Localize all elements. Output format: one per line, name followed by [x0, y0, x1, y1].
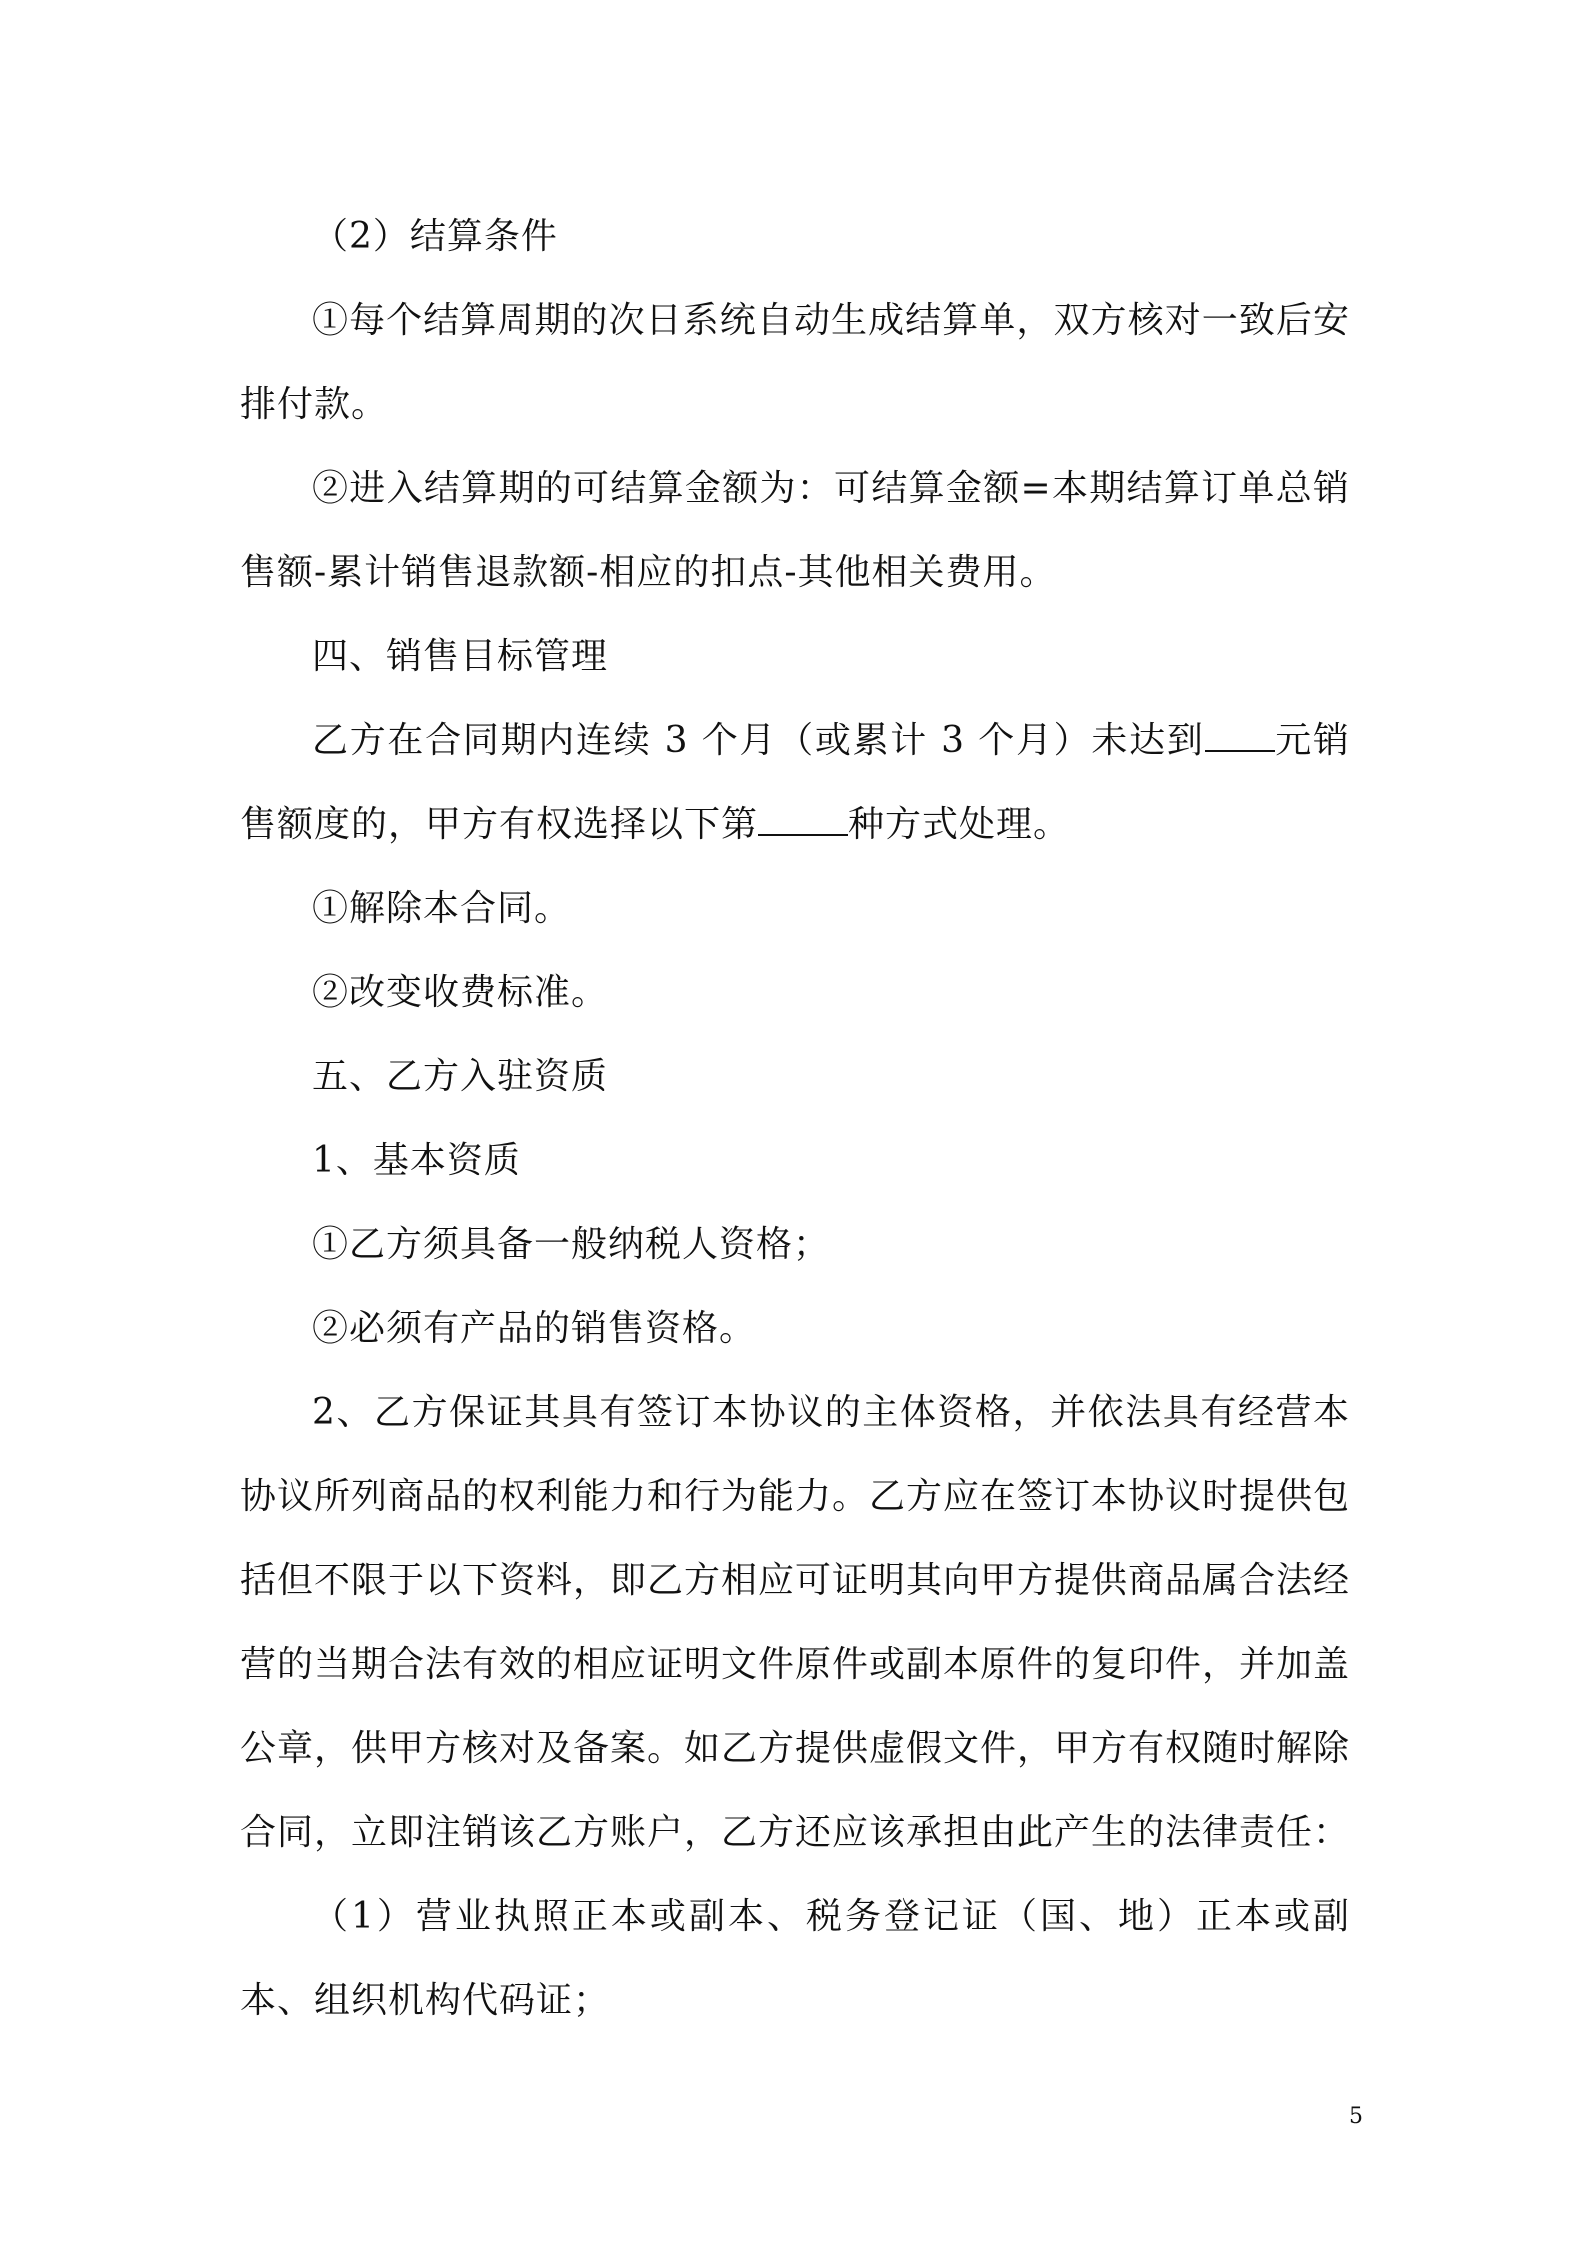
sales-target-text-2: 元销售额度的，甲方有权选择以下第 — [240, 720, 1350, 845]
list-item-taxpayer: ①乙方须具备一般纳税人资格； — [312, 1224, 831, 1265]
list-item-sales-qualification: ②必须有产品的销售资格。 — [312, 1308, 757, 1349]
subheading-basic-qualifications: 1、基本资质 — [312, 1140, 521, 1181]
paragraph-sales-target — [240, 699, 1350, 867]
list-item-terminate-contract: ①解除本合同。 — [312, 888, 572, 929]
blank-option-line — [758, 796, 848, 836]
blank-amount-line — [1205, 712, 1275, 752]
page-number: 5 — [1349, 2104, 1363, 2129]
sales-target-text-3: 种方式处理。 — [848, 804, 1071, 845]
list-item-business-license: （1）营业执照正本或副本、税务登记证（国、地）正本或副本、组织机构代码证； — [240, 1896, 1350, 2021]
paragraph-settlement-amount: ②进入结算期的可结算金额为：可结算金额=本期结算订单总销售额-累计销售退款额-相应的扣点-其他相关费用。 — [240, 468, 1350, 593]
paragraph-subject-qualification: 2、乙方保证其具有签订本协议的主体资格，并依法具有经营本协议所列商品的权利能力和行为能力。乙方应在签订本协议时提供包括但不限于以下资料，即乙方相应可证明其向甲方提供商品属合法经营的当期合法有效的相应证明文件原件或副本原件的复印件，并加盖公章，供甲方核对及备案。如乙方提供虚假文件，甲方有权随时解除合同，立即注销该乙方账户，乙方还应该承担由此产生的法律责任： — [240, 1392, 1351, 1853]
paragraph-settlement-conditions-heading: （2）结算条件 — [312, 216, 558, 257]
document-body — [240, 195, 1350, 2043]
list-item-change-fees: ②改变收费标准。 — [312, 972, 609, 1013]
paragraph-settlement-statement: ①每个结算周期的次日系统自动生成结算单，双方核对一致后安排付款。 — [240, 300, 1350, 425]
section-heading-sales-target: 四、销售目标管理 — [312, 636, 609, 677]
sales-target-text-1: 乙方在合同期内连续 3 个月（或累计 3 个月）未达到 — [312, 720, 1205, 761]
section-heading-qualifications: 五、乙方入驻资质 — [312, 1056, 609, 1097]
